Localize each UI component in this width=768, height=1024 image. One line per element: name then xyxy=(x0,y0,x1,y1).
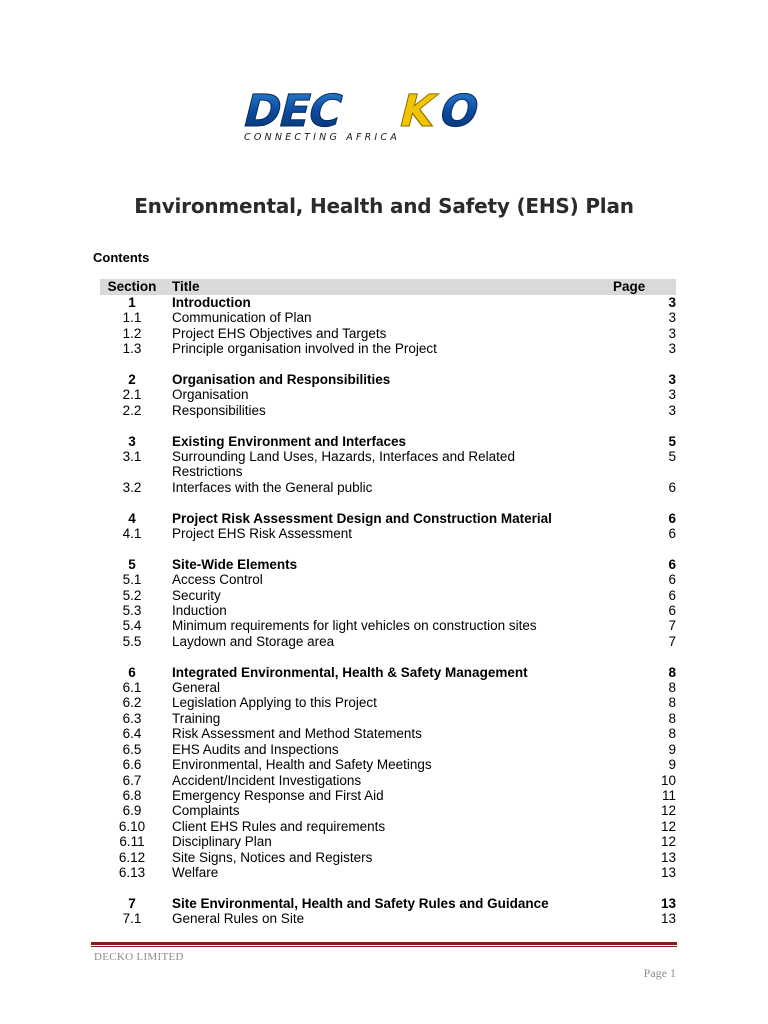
toc-section-number: 1.1 xyxy=(122,310,142,326)
column-header-title: Title xyxy=(172,279,200,294)
toc-section-number: 5.5 xyxy=(122,633,142,649)
toc-page-number: 7 xyxy=(668,618,676,634)
toc-page-number: 3 xyxy=(668,372,676,388)
toc-section-number: 6.9 xyxy=(122,803,142,819)
toc-subsection-row xyxy=(100,742,676,757)
toc-section-row xyxy=(100,665,676,680)
toc-page-number: 6 xyxy=(668,603,676,619)
toc-page-number: 3 xyxy=(668,402,676,418)
toc-section-number: 5.1 xyxy=(122,572,142,588)
footer-page-number: Page 1 xyxy=(643,966,676,980)
toc-section-number: 6.3 xyxy=(122,710,142,726)
toc-page-number xyxy=(652,464,676,479)
toc-body xyxy=(100,295,676,927)
toc-entry-title: Interfaces with the General public xyxy=(172,479,373,495)
toc-entry-title: Communication of Plan xyxy=(172,310,312,326)
toc-page-number: 6 xyxy=(668,479,676,495)
document-title: Environmental, Health and Safety (EHS) Plan xyxy=(134,194,634,218)
toc-page-number: 8 xyxy=(668,664,676,680)
toc-entry-title: General xyxy=(172,680,221,696)
toc-section-number: 2.2 xyxy=(122,402,142,418)
toc-entry-title: Security xyxy=(172,587,221,603)
svg-text:O: O xyxy=(434,90,485,137)
toc-section-number: 5.4 xyxy=(122,618,142,634)
toc-section-number: 3.1 xyxy=(122,449,142,465)
toc-page-number: 9 xyxy=(668,741,676,757)
toc-entry-title: Minimum requirements for light vehicles on construction sites xyxy=(172,618,537,634)
toc-subsection-row xyxy=(100,603,676,618)
toc-subsection-row xyxy=(100,588,676,603)
toc-subsection-row xyxy=(100,726,676,741)
toc-page-number: 8 xyxy=(668,695,676,711)
decko-logo xyxy=(236,90,532,146)
toc-subsection-row xyxy=(100,803,676,818)
footer-rule xyxy=(91,942,677,945)
toc-page-number: 3 xyxy=(668,341,676,357)
column-header-page: Page xyxy=(613,279,646,294)
toc-subsection-row xyxy=(100,310,676,325)
toc-entry-title: Site-Wide Elements xyxy=(172,556,298,572)
toc-entry-title: Access Control xyxy=(172,572,263,588)
toc-subsection-row xyxy=(100,680,676,695)
table-of-contents xyxy=(100,279,676,927)
toc-subsection-row xyxy=(100,773,676,788)
toc-entry-title: Laydown and Storage area xyxy=(172,633,335,649)
toc-subsection-row xyxy=(100,403,676,418)
toc-page-number: 10 xyxy=(660,772,676,788)
toc-section-number: 3.2 xyxy=(122,479,142,495)
toc-section-number: 1.2 xyxy=(122,325,142,341)
toc-group-gap xyxy=(100,649,676,664)
toc-entry-title: Existing Environment and Interfaces xyxy=(172,433,407,449)
toc-section-number: 6.11 xyxy=(119,834,145,850)
toc-section-number: 4.1 xyxy=(122,526,142,542)
toc-page-number: 6 xyxy=(668,526,676,542)
toc-entry-title: Site Environmental, Health and Safety Rules and Guidance xyxy=(172,895,549,911)
toc-page-number: 6 xyxy=(668,556,676,572)
toc-subsection-row xyxy=(100,711,676,726)
toc-section-number: 2.1 xyxy=(122,387,142,403)
toc-page-number: 5 xyxy=(668,433,676,449)
toc-section-number: 5.2 xyxy=(122,587,142,603)
toc-page-number: 5 xyxy=(668,449,676,465)
toc-subsection-row xyxy=(100,449,676,464)
footer-company: DECKO LIMITED xyxy=(94,951,184,963)
toc-page-number: 12 xyxy=(660,803,676,819)
toc-subsection-row xyxy=(100,387,676,402)
toc-section-number: 5 xyxy=(128,556,136,572)
toc-section-number: 4 xyxy=(128,510,136,526)
toc-section-number xyxy=(100,464,164,479)
toc-page-number: 3 xyxy=(668,310,676,326)
toc-subsection-row xyxy=(100,834,676,849)
toc-section-number: 6.7 xyxy=(122,772,142,788)
toc-entry-title: Project Risk Assessment Design and Construction Material xyxy=(172,510,552,526)
toc-page-number: 7 xyxy=(668,633,676,649)
toc-section-number: 6.8 xyxy=(122,787,142,803)
toc-group-gap xyxy=(100,495,676,510)
toc-section-number: 6.5 xyxy=(122,741,142,757)
toc-entry-title: General Rules on Site xyxy=(172,911,305,927)
toc-entry-title: Induction xyxy=(172,603,227,619)
toc-page-number: 13 xyxy=(660,849,676,865)
toc-subsection-row xyxy=(100,757,676,772)
toc-section-row xyxy=(100,295,676,310)
toc-page-number: 13 xyxy=(660,911,676,927)
toc-section-number: 6.12 xyxy=(118,849,146,865)
toc-subsection-row xyxy=(100,526,676,541)
toc-page-number: 3 xyxy=(668,325,676,341)
toc-subsection-row xyxy=(100,572,676,587)
footer-rule-thin xyxy=(91,946,677,947)
toc-page-number: 3 xyxy=(668,387,676,403)
toc-section-row xyxy=(100,372,676,387)
logo-tagline: CONNECTING AFRICA xyxy=(244,132,400,143)
toc-entry-title: Risk Assessment and Method Statements xyxy=(172,726,422,742)
toc-entry-title: Organisation and Responsibilities xyxy=(172,372,391,388)
toc-section-number: 3 xyxy=(128,433,136,449)
toc-page-number: 11 xyxy=(661,787,676,803)
toc-section-number: 7 xyxy=(128,895,136,911)
toc-section-number: 6.6 xyxy=(122,757,142,773)
toc-section-number: 1.3 xyxy=(122,341,142,357)
toc-entry-title: EHS Audits and Inspections xyxy=(172,741,339,757)
toc-group-gap xyxy=(100,418,676,433)
toc-page-number: 6 xyxy=(668,510,676,526)
contents-heading: Contents xyxy=(93,250,150,265)
toc-entry-title: Restrictions xyxy=(172,464,243,480)
toc-entry-title: Legislation Applying to this Project xyxy=(172,695,377,711)
toc-section-number: 1 xyxy=(128,295,136,310)
toc-section-number: 6 xyxy=(128,664,136,680)
toc-section-number: 5.3 xyxy=(122,603,142,619)
toc-subsection-row xyxy=(100,634,676,649)
toc-subsection-row xyxy=(100,618,676,633)
toc-page-number: 8 xyxy=(668,726,676,742)
toc-entry-title: Site Signs, Notices and Registers xyxy=(172,849,373,865)
toc-subsection-row xyxy=(100,865,676,880)
toc-page-number: 6 xyxy=(668,587,676,603)
toc-subsection-row xyxy=(100,850,676,865)
toc-page-number: 6 xyxy=(668,572,676,588)
toc-entry-title: Integrated Environmental, Health & Safety Management xyxy=(172,664,528,680)
toc-entry-title: Disciplinary Plan xyxy=(172,834,272,850)
toc-subsection-row xyxy=(100,480,676,495)
toc-section-row xyxy=(100,511,676,526)
toc-subsection-row xyxy=(100,464,676,479)
toc-section-row xyxy=(100,434,676,449)
toc-subsection-row xyxy=(100,326,676,341)
toc-page-number: 12 xyxy=(660,818,676,834)
toc-section-number: 6.4 xyxy=(122,726,142,742)
toc-section-row xyxy=(100,557,676,572)
toc-entry-title: Training xyxy=(172,710,221,726)
toc-page-number: 9 xyxy=(668,757,676,773)
toc-entry-title: Complaints xyxy=(172,803,240,819)
toc-section-number: 7.1 xyxy=(122,911,142,927)
toc-entry-title: Environmental, Health and Safety Meetings xyxy=(172,757,432,773)
toc-page-number: 13 xyxy=(660,895,676,911)
toc-entry-title: Client EHS Rules and requirements xyxy=(172,818,386,834)
toc-group-gap xyxy=(100,357,676,372)
toc-page-number: 8 xyxy=(668,710,676,726)
toc-section-number: 2 xyxy=(128,372,136,388)
toc-section-number: 6.13 xyxy=(118,864,146,880)
toc-entry-title: Introduction xyxy=(172,295,251,310)
toc-group-gap xyxy=(100,880,676,895)
toc-header-row xyxy=(100,279,676,295)
toc-subsection-row xyxy=(100,911,676,926)
toc-entry-title: Surrounding Land Uses, Hazards, Interfaces and Related xyxy=(172,449,515,465)
toc-page-number: 12 xyxy=(660,834,676,850)
svg-text:K: K xyxy=(394,90,442,137)
toc-entry-title: Principle organisation involved in the Project xyxy=(172,341,437,357)
toc-entry-title: Project EHS Objectives and Targets xyxy=(172,325,387,341)
toc-group-gap xyxy=(100,541,676,556)
toc-page-number: 13 xyxy=(660,864,676,880)
toc-page-number: 3 xyxy=(668,295,676,310)
toc-entry-title: Accident/Incident Investigations xyxy=(172,772,362,788)
toc-entry-title: Emergency Response and First Aid xyxy=(172,787,384,803)
toc-subsection-row xyxy=(100,341,676,356)
toc-entry-title: Responsibilities xyxy=(172,402,266,418)
toc-entry-title: Project EHS Risk Assessment xyxy=(172,526,353,542)
toc-section-number: 6.10 xyxy=(118,818,146,834)
toc-subsection-row xyxy=(100,788,676,803)
toc-section-row xyxy=(100,896,676,911)
toc-page-number: 8 xyxy=(668,680,676,696)
toc-entry-title: Welfare xyxy=(172,864,219,880)
column-header-section: Section xyxy=(107,279,157,294)
toc-entry-title: Organisation xyxy=(172,387,249,403)
toc-subsection-row xyxy=(100,695,676,710)
toc-subsection-row xyxy=(100,819,676,834)
toc-section-number: 6.2 xyxy=(122,695,142,711)
toc-section-number: 6.1 xyxy=(122,680,142,696)
svg-text:DEC: DEC xyxy=(238,90,347,137)
